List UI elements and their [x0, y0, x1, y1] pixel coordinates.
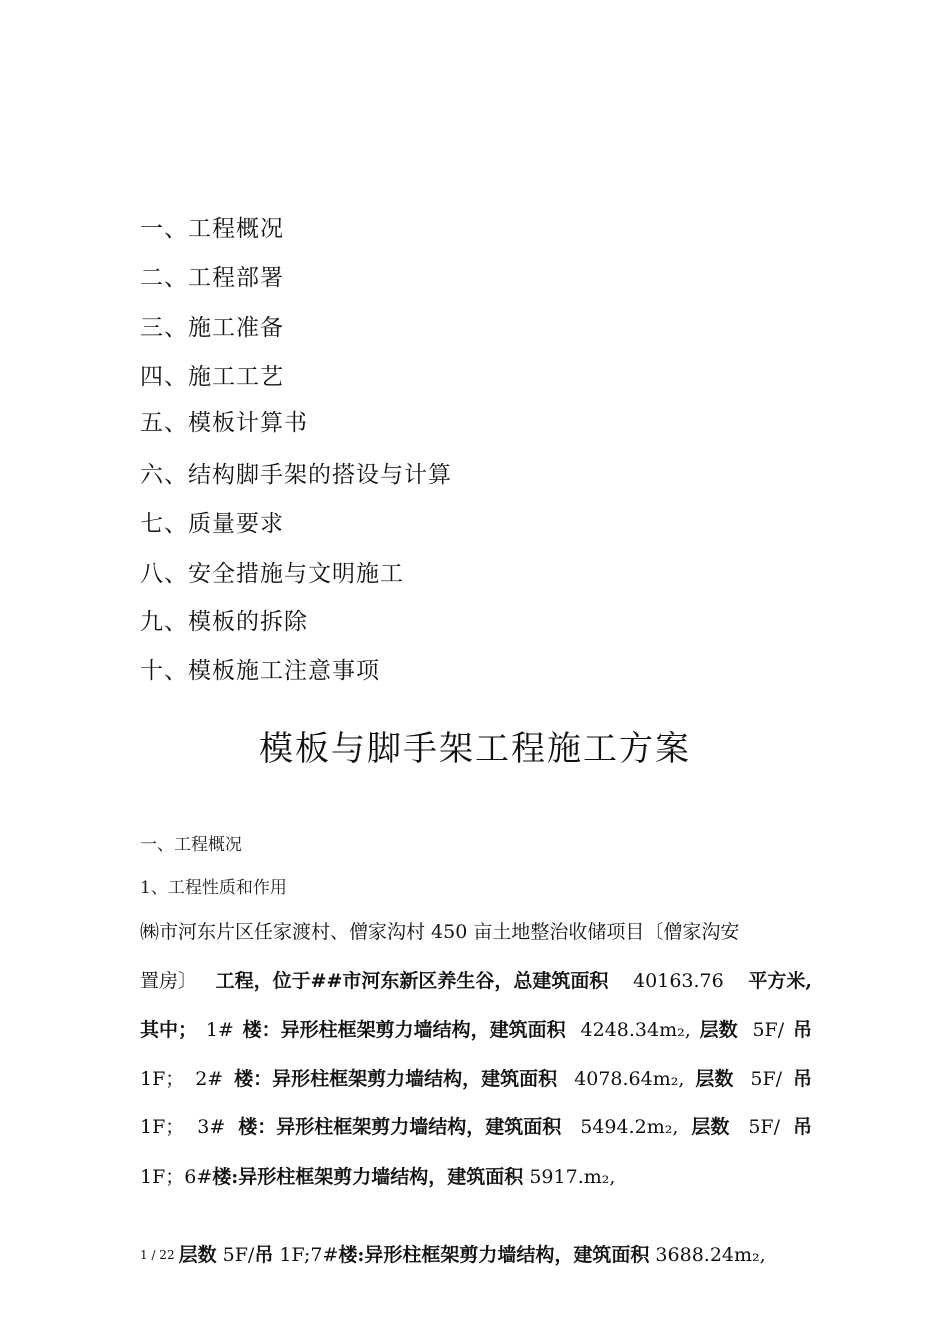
paragraph-number: 5917.m₂, [523, 1166, 616, 1188]
document-title: 模板与脚手架工程施工方案 [259, 729, 691, 769]
paragraph-text-bold: 层数 [699, 1019, 738, 1041]
paragraph-text-bold: 吊 [792, 1019, 812, 1041]
paragraph-line-1 [140, 918, 812, 946]
paragraph-text-bold: 楼：异形柱框架剪力墙结构，建筑面积 [238, 1116, 562, 1138]
paragraph-text-bold: 平方米, [748, 970, 812, 992]
toc-item-8: 八、安全措施与文明施工 [140, 561, 404, 587]
paragraph-number: 2# [195, 1068, 224, 1090]
paragraph-text-bold: 吊 [254, 1244, 274, 1266]
paragraph-number: 4248.34m₂, [574, 1019, 691, 1041]
paragraph-text-bold: 吊 [792, 1116, 812, 1138]
paragraph-number: 5F/ [744, 1068, 783, 1090]
paragraph-text-bold: 层数 [695, 1068, 734, 1090]
paragraph-text-bold: 层数 [178, 1244, 217, 1266]
toc-item-5: 五、模板计算书 [140, 410, 308, 436]
toc-item-2: 二、工程部署 [140, 265, 284, 291]
paragraph-number: 1F;7# [273, 1244, 339, 1266]
paragraph-text-bold: 工程，位于##市河东新区养生谷，总建筑面积 [215, 970, 609, 992]
paragraph-line-4 [140, 1065, 812, 1093]
paragraph-number: 1F； [140, 1068, 185, 1090]
toc-item-10: 十、模板施工注意事项 [140, 658, 380, 684]
paragraph-number: 3# [197, 1116, 226, 1138]
paragraph-text-bold: 层数 [691, 1116, 730, 1138]
paragraph-line-7 [140, 1241, 812, 1269]
toc-item-3: 三、施工准备 [140, 315, 284, 341]
paragraph-number: 1# [205, 1019, 234, 1041]
paragraph-number: 5F/ [742, 1116, 781, 1138]
toc-item-7: 七、质量要求 [140, 511, 284, 537]
toc-item-6: 六、结构脚手架的搭设与计算 [140, 462, 452, 488]
paragraph-text: 置房〕 [140, 970, 198, 992]
section-heading: 一、工程概况 [140, 835, 242, 855]
subsection-heading: 1、工程性质和作用 [140, 878, 287, 898]
paragraph-number: 1F；6# [140, 1166, 213, 1188]
paragraph-text-bold: 其中； [140, 1019, 198, 1041]
paragraph-line-6 [140, 1163, 812, 1191]
toc-item-4: 四、施工工艺 [140, 364, 284, 390]
paragraph-line-5 [140, 1113, 812, 1141]
paragraph-number: 1F； [140, 1116, 185, 1138]
toc-item-9: 九、模板的拆除 [140, 609, 308, 635]
paragraph-number: 3688.24m₂, [649, 1244, 766, 1266]
paragraph-text: ㈱市河东片区任家渡村、僧家沟村 450 亩土地整治收储项目〔僧家沟安 [140, 921, 740, 943]
paragraph-number: 5F/ [746, 1019, 785, 1041]
toc-item-1: 一、工程概况 [140, 216, 284, 242]
paragraph-line-2 [140, 967, 812, 995]
paragraph-number: 40163.76 [627, 970, 730, 992]
paragraph-text-bold: 楼:异形柱框架剪力墙结构，建筑面积 [212, 1166, 524, 1188]
paragraph-text-bold: 吊 [792, 1068, 812, 1090]
page-number: 1 / 22 [140, 1248, 175, 1262]
paragraph-number: 5494.2m₂, [574, 1116, 679, 1138]
paragraph-text-bold: 楼：异形柱框架剪力墙结构，建筑面积 [234, 1068, 558, 1090]
paragraph-number: 4078.64m₂, [568, 1068, 685, 1090]
paragraph-text-bold: 楼:异形柱框架剪力墙结构，建筑面积 [338, 1244, 650, 1266]
paragraph-number: 5F/ [216, 1244, 255, 1266]
paragraph-line-3 [140, 1016, 812, 1044]
paragraph-text-bold: 楼：异形柱框架剪力墙结构，建筑面积 [242, 1019, 566, 1041]
